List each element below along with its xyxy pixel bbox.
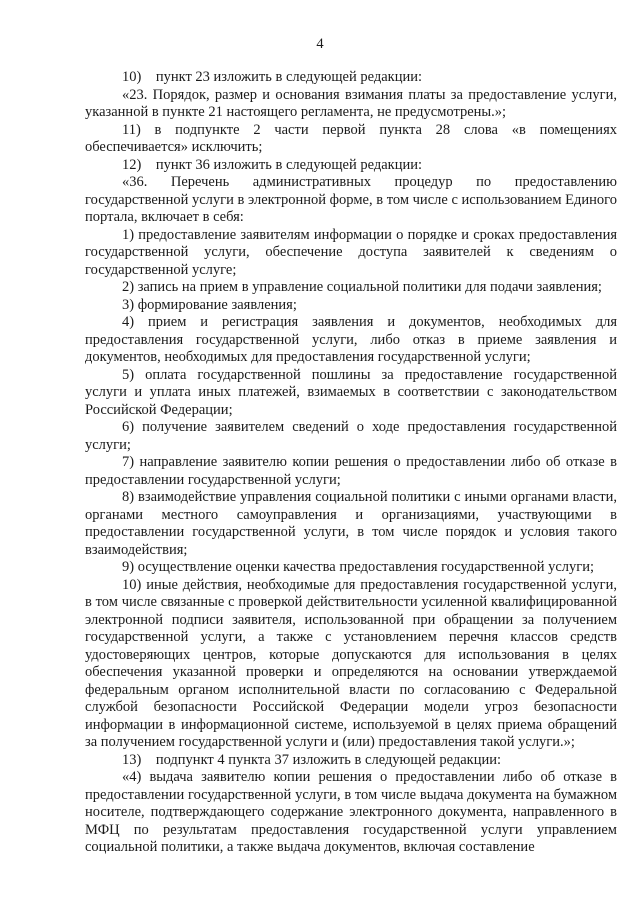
list-item-4: 4) прием и регистрация заявления и документов, необходимых для предоставления государственной услуги, либо отказ в приеме заявления и документов, необходимых для предоставления государственной услуги; bbox=[85, 314, 617, 365]
paragraph-item-12: 12) пункт 36 изложить в следующей редакции: bbox=[122, 156, 422, 173]
paragraph-item-23-text: «23. Порядок, размер и основания взимания платы за предоставление услуги, указанной в пункте 21 настоящего регламента, не предусмотрены.»; bbox=[85, 86, 617, 120]
list-item-6: 6) получение заявителем сведений о ходе предоставления государственной услуги; bbox=[85, 419, 617, 453]
list-item-3: 3) формирование заявления; bbox=[122, 296, 297, 313]
list-item-1: 1) предоставление заявителям информации о порядке и сроках предоставления государственной услуги, обеспечение доступа заявителей к сведениям о государственной услуге; bbox=[85, 226, 617, 278]
paragraph-item-36-intro: «36. Перечень административных процедур по предоставлению государственной услуги в электронной форме, в том числе с использованием Единого портала, включает в себя: bbox=[85, 174, 617, 225]
list-item-5: 5) оплата государственной пошлины за предоставление государственной услуги и уплата иных платежей, взимаемых в соответствии с законодательством Российской Федерации; bbox=[85, 366, 617, 418]
list-item-7: 7) направление заявителю копии решения о предоставлении либо об отказе в предоставлении государственной услуги; bbox=[85, 454, 617, 488]
paragraph-item-11: 11) в подпункте 2 части первой пункта 28 слова «в помещениях обеспечивается» исключить; bbox=[85, 121, 617, 155]
paragraph-item-10: 10) пункт 23 изложить в следующей редакции: bbox=[122, 69, 422, 85]
list-item-10: 10) иные действия, необходимые для предоставления государственной услуги, в том числе связанные с проверкой действительности усиленной квалифицированной электронной подписи заявителя, использованной при обращении за получением государственной услуги, а также с установлением перечня классов средств удостоверяющих центров, которые допускаются для использования в целях обеспечения указанной проверки и определяются на основании утверждаемой федеральным органом исполнительной власти по согласованию с Федеральной службой безопасности Российской Федерации модели угроз безопасности информации в информационной системе, используемой в целях приема обращений за получением государственной услуги и (или) предоставления такой услуги.»; bbox=[85, 576, 617, 750]
paragraph-item-13: 13) подпункт 4 пункта 37 изложить в следующей редакции: bbox=[122, 751, 502, 768]
paragraph-item-37-4-text: «4) выдача заявителю копии решения о предоставлении либо об отказе в предоставлении государственной услуги, в том числе выдача документа на бумажном носителе, подтверждающего содержание электронного документа, направленного в МФЦ по результатам предоставления государственной услуги управлением социальной политики, а также выдача документов, включая составление bbox=[85, 769, 617, 855]
page-number: 4 bbox=[316, 36, 324, 52]
list-item-8: 8) взаимодействие управления социальной политики с иными органами власти, органами местного самоуправления и организациями, участвующими в предоставлении государственной услуги, в том числе порядок и условия такого взаимодействия; bbox=[85, 489, 617, 558]
document-body bbox=[85, 69, 617, 857]
list-item-9: 9) осуществление оценки качества предоставления государственной услуги; bbox=[122, 559, 594, 575]
list-item-2: 2) запись на прием в управление социальной политики для подачи заявления; bbox=[122, 279, 602, 295]
